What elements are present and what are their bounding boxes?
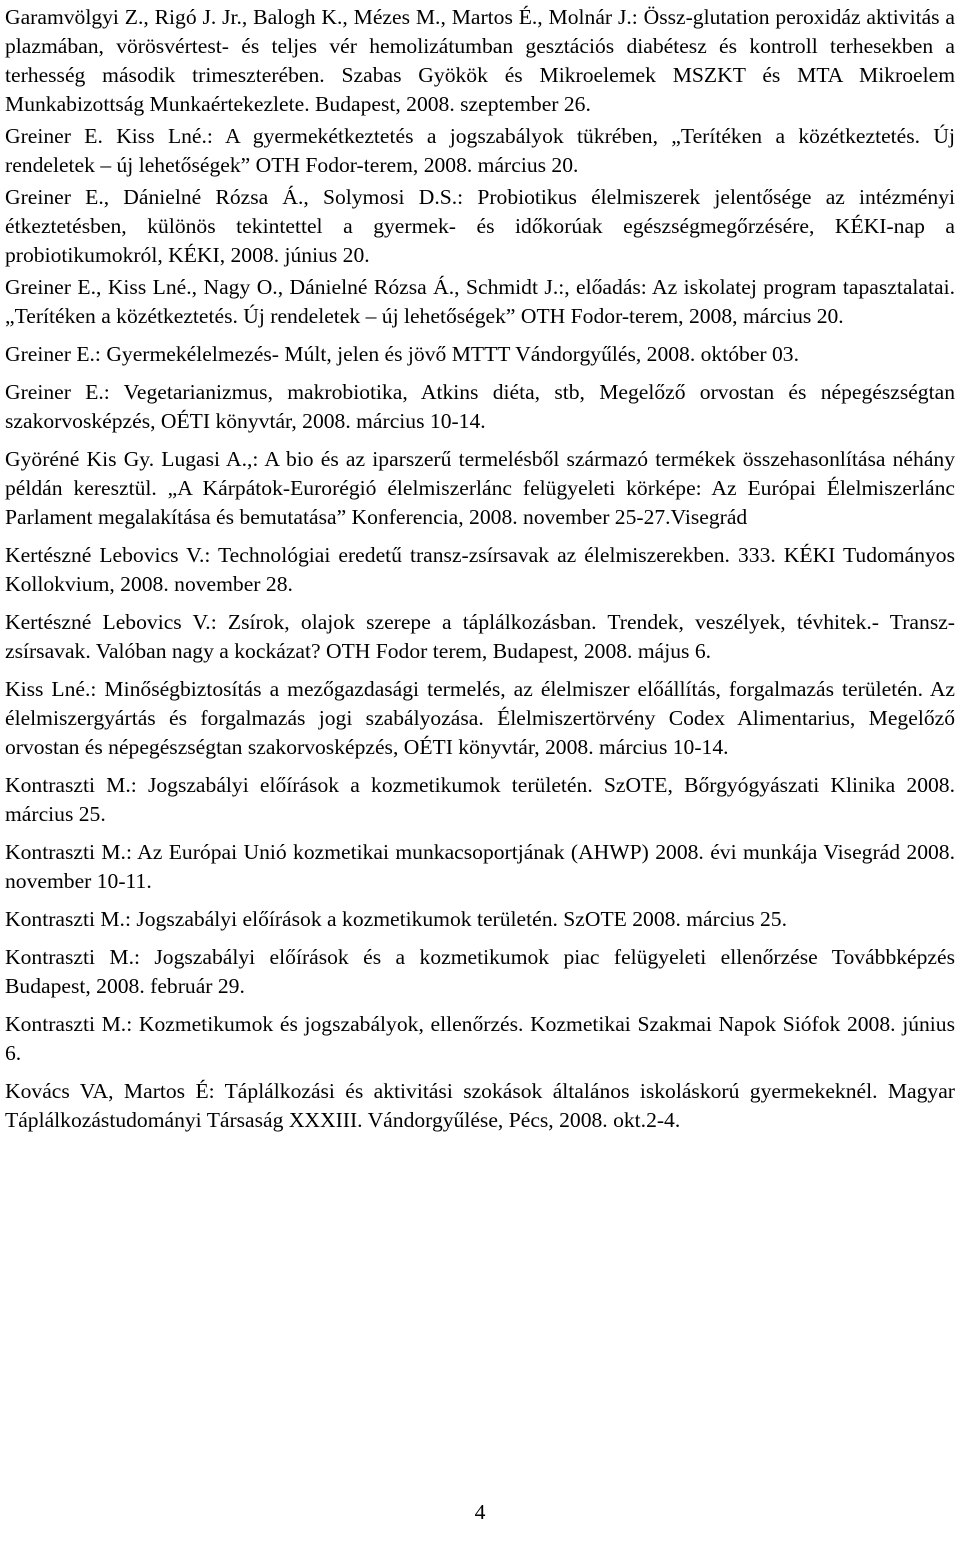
reference-entry: Garamvölgyi Z., Rigó J. Jr., Balogh K., Mézes M., Martos É., Molnár J.: Össz-glutation peroxidáz aktivitás a plazmában, vörösvértest- és teljes vér hemolizátumban gesztációs diabétesz és kontroll terhesekben a terhesség második trimeszterében. Szabas Gyökök és Mikroelemek MSZKT és MTA Mikroelem Munkabizottság Munkaértekezlete. Budapest, 2008. szeptember 26. bbox=[5, 5, 955, 116]
reference-entry: Greiner E., Dánielné Rózsa Á., Solymosi D.S.: Probiotikus élelmiszerek jelentősége az intézményi étkeztetésben, különös tekintettel a gyermek- és időkorúak egészségmegőrzésére, KÉKI-nap a probiotikumokról, KÉKI, 2008. június 20. bbox=[5, 185, 955, 267]
reference-entry: Kontraszti M.: Kozmetikumok és jogszabályok, ellenőrzés. Kozmetikai Szakmai Napok Siófok 2008. június 6. bbox=[5, 1012, 955, 1065]
reference-entry: Kiss Lné.: Minőségbiztosítás a mezőgazdasági termelés, az élelmiszer előállítás, forgalmazás területén. Az élelmiszergyártás és forgalmazás jogi szabályozása. Élelmiszertörvény Codex Alimentarius, Megelőző orvostan és népegészségtan szakorvosképzés, OÉTI könyvtár, 2008. március 10-14. bbox=[5, 677, 955, 759]
reference-entry: Greiner E.: Vegetarianizmus, makrobiotika, Atkins diéta, stb, Megelőző orvostan és népegészségtan szakorvosképzés, OÉTI könyvtár, 2008. március 10-14. bbox=[5, 380, 955, 433]
page-number: 4 bbox=[474, 1500, 486, 1524]
reference-entry: Kontraszti M.: Jogszabályi előírások és a kozmetikumok piac felügyeleti ellenőrzése Továbbképzés Budapest, 2008. február 29. bbox=[5, 945, 955, 998]
reference-entry: Greiner E.: Gyermekélelmezés- Múlt, jelen és jövő MTTT Vándorgyűlés, 2008. október 03. bbox=[5, 342, 799, 366]
reference-list bbox=[5, 3, 955, 1144]
reference-entry: Györéné Kis Gy. Lugasi A.,: A bio és az iparszerű termelésből származó termékek összehasonlítása néhány példán keresztül. „A Kárpátok-Eurorégió élelmiszerlánc felügyeleti körképe: Az Európai Élelmiszerlánc Parlament megalakítása és bemutatása” Konferencia, 2008. november 25-27.Visegrád bbox=[5, 447, 955, 529]
reference-entry: Kovács VA, Martos É: Táplálkozási és aktivitási szokások általános iskoláskorú gyermekeknél. Magyar Táplálkozástudományi Társaság XXXIII. Vándorgyűlése, Pécs, 2008. okt.2-4. bbox=[5, 1079, 955, 1132]
reference-entry: Kontraszti M.: Jogszabályi előírások a kozmetikumok területén. SzOTE, Bőrgyógyászati Klinika 2008. március 25. bbox=[5, 773, 955, 826]
reference-entry: Kertészné Lebovics V.: Zsírok, olajok szerepe a táplálkozásban. Trendek, veszélyek, tévhitek.- Transz-zsírsavak. Valóban nagy a kockázat? OTH Fodor terem, Budapest, 2008. május 6. bbox=[5, 610, 955, 663]
reference-entry: Kertészné Lebovics V.: Technológiai eredetű transz-zsírsavak az élelmiszerekben. 333. KÉKI Tudományos Kollokvium, 2008. november 28. bbox=[5, 543, 955, 596]
reference-entry: Kontraszti M.: Jogszabályi előírások a kozmetikumok területén. SzOTE 2008. március 25. bbox=[5, 907, 787, 931]
reference-entry: Greiner E., Kiss Lné., Nagy O., Dánielné Rózsa Á., Schmidt J.:, előadás: Az iskolatej program tapasztalatai. „Terítéken a közétkeztetés. Új rendeletek – új lehetőségek” OTH Fodor-terem, 2008, március 20. bbox=[5, 275, 955, 328]
reference-entry: Greiner E. Kiss Lné.: A gyermekétkeztetés a jogszabályok tükrében, „Terítéken a közétkeztetés. Új rendeletek – új lehetőségek” OTH Fodor-terem, 2008. március 20. bbox=[5, 124, 955, 177]
reference-entry: Kontraszti M.: Az Európai Unió kozmetikai munkacsoportjának (AHWP) 2008. évi munkája Visegrád 2008. november 10-11. bbox=[5, 840, 955, 893]
